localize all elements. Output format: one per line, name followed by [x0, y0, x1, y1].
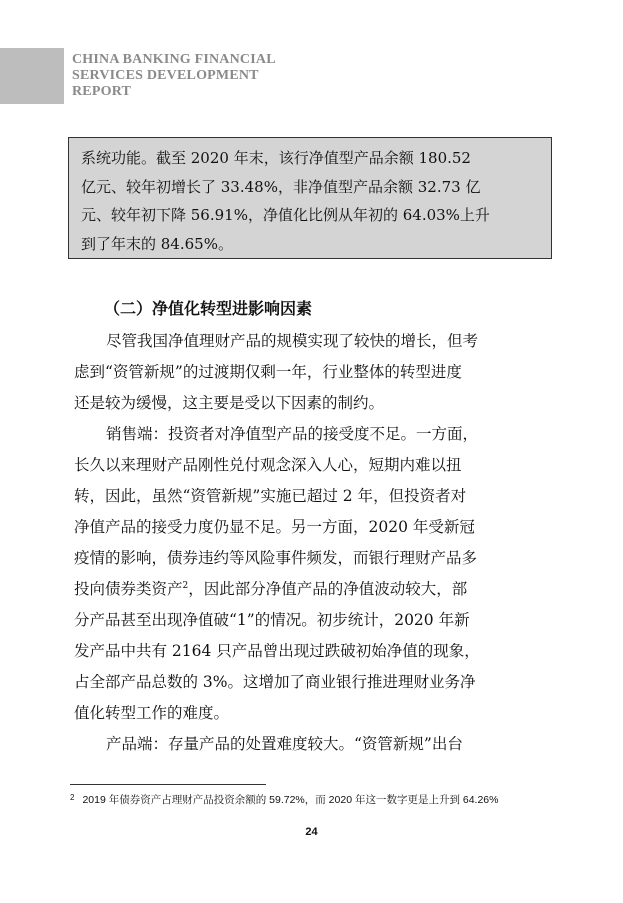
box-line: 系统功能。截至 2020 年末，该行净值型产品余额 180.52	[81, 149, 471, 167]
header-gray-block	[0, 48, 64, 104]
footnote-text: 2019 年债券资产占理财产品投资余额的 59.72%，而 2020 年这一数字更是上升到 64.26%	[82, 794, 499, 806]
header-line: CHINA BANKING FINANCIAL	[72, 52, 276, 67]
paragraph-line: 疫情的影响，债券违约等风险事件频发，而银行理财产品多	[74, 549, 478, 567]
paragraph-line: 产品端：存量产品的处置难度较大。“资管新规”出台	[106, 735, 463, 753]
body-text	[74, 326, 552, 760]
box-line: 元、较年初下降 56.91%，净值化比例从年初的 64.03%上升	[81, 206, 490, 224]
case-study-box	[68, 137, 552, 259]
paragraph-line: 净值产品的接受力度仍显不足。另一方面，2020 年受新冠	[74, 518, 475, 536]
paragraph-line: 销售端：投资者对净值型产品的接受度不足。一方面，	[106, 425, 479, 443]
box-line: 到了年末的 84.65%。	[81, 234, 233, 253]
section-heading: （二）净值化转型进影响因素	[104, 299, 313, 318]
footnote	[70, 792, 498, 807]
paragraph-line: 占全部产品总数的 3%。这增加了商业银行推进理财业务净	[74, 673, 476, 691]
line-text: 投向债券类资产	[74, 580, 183, 598]
paragraph-line: 虑到“资管新规”的过渡期仅剩一年，行业整体的转型进度	[74, 363, 462, 381]
header-line: SERVICES DEVELOPMENT	[72, 68, 259, 83]
footnote-mark: 2	[70, 793, 75, 802]
header-line: REPORT	[72, 84, 132, 99]
paragraph-line	[74, 574, 552, 605]
paragraph-line: 还是较为缓慢，这主要是受以下因素的制约。	[74, 394, 385, 412]
footnote-reference[interactable]: 2	[182, 581, 189, 591]
paragraph-line: 尽管我国净值理财产品的规模实现了较快的增长，但考	[106, 332, 479, 350]
page-number: 24	[305, 826, 318, 838]
paragraph-line: 分产品甚至出现净值破“1”的情况。初步统计，2020 年新	[74, 611, 470, 629]
paragraph-line: 值化转型工作的难度。	[74, 704, 230, 722]
box-line: 亿元、较年初增长了 33.48%，非净值型产品余额 32.73 亿	[81, 177, 481, 196]
footnote-divider	[70, 784, 266, 785]
paragraph-line: 长久以来理财产品刚性兑付观念深入人心，短期内难以扭	[74, 456, 462, 474]
report-header-title	[72, 52, 276, 100]
paragraph-line: 发产品中共有 2164 只产品曾出现过跌破初始净值的现象，	[74, 642, 480, 660]
line-text: ，因此部分净值产品的净值波动较大，部	[188, 580, 468, 598]
paragraph-line: 转，因此，虽然“资管新规”实施已超过 2 年，但投资者对	[74, 487, 467, 505]
